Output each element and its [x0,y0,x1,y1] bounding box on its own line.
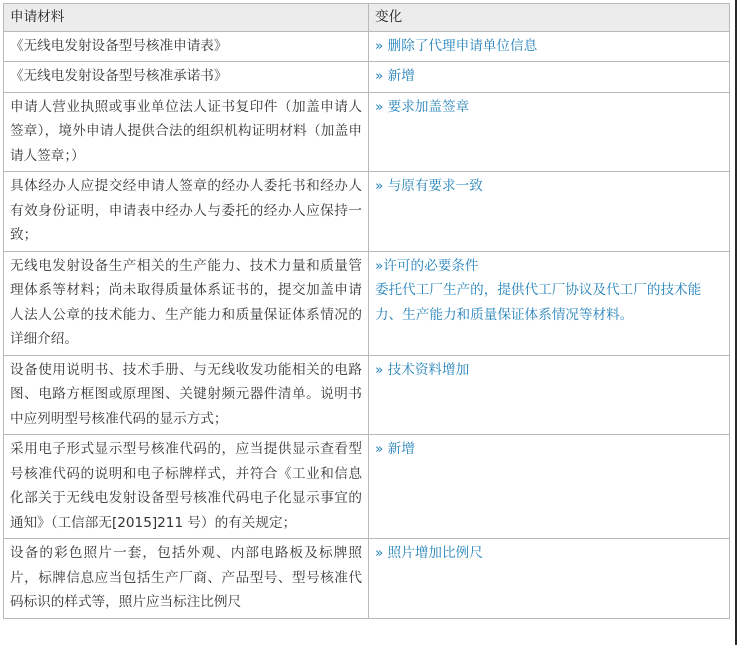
change-note: » 删除了代理申请单位信息 [375,37,538,54]
material-cell: 设备使用说明书、技术手册、与无线收发功能相关的电路图、电路方框图或原理图、关键射频元器件清单。说明书中应列明型号核准代码的显示方式； [4,355,369,435]
change-cell [369,435,730,539]
change-cell [369,31,730,62]
material-cell: 《无线电发射设备型号核准承诺书》 [4,62,369,93]
change-note: » 要求加盖签章 [375,98,470,115]
table-row [4,435,730,539]
material-cell: 《无线电发射设备型号核准申请表》 [4,31,369,62]
table-row [4,355,730,435]
change-cell [369,355,730,435]
change-note: » 照片增加比例尺 [375,545,483,561]
change-cell [369,539,730,619]
change-cell [369,62,730,93]
change-cell [369,92,730,172]
table-row [4,251,730,355]
change-note: » 新增 [375,68,415,84]
material-cell: 申请人营业执照或事业单位法人证书复印件（加盖申请人签章），境外申请人提供合法的组织机构证明材料（加盖申请人签章；） [4,92,369,172]
material-cell: 无线电发射设备生产相关的生产能力、技术力量和质量管理体系等材料；尚未取得质量体系证书的，提交加盖申请人法人公章的技术能力、生产能力和质量保证体系情况的详细介绍。 [4,251,369,355]
table-row [4,62,730,93]
material-cell: 设备的彩色照片一套，包括外观、内部电路板及标牌照片，标牌信息应当包括生产厂商、产品型号、型号核准代码标识的样式等，照片应当标注比例尺 [4,539,369,619]
header-material: 申请材料 [4,4,369,32]
change-note: » 与原有要求一致 [375,178,483,194]
material-cell: 采用电子形式显示型号核准代码的，应当提供显示查看型号核准代码的说明和电子标牌样式，并符合《工业和信息化部关于无线电发射设备型号核准代码电子化显示事宜的通知》（工信部无[2015]211 号）的有关规定； [4,435,369,539]
change-note-detail: 委托代工厂生产的，提供代工厂协议及代工厂的技术能力、生产能力和质量保证体系情况等材料。 [375,282,702,323]
change-note: » 技术资料增加 [375,361,470,378]
change-cell [369,172,730,252]
table-row [4,92,730,172]
change-note: » 新增 [375,441,415,457]
change-cell [369,251,730,355]
requirements-comparison-table [3,3,730,619]
header-change: 变化 [369,4,730,32]
table-row [4,31,730,62]
change-note: »许可的必要条件 [375,257,479,274]
table-row [4,539,730,619]
page-edge-divider [735,0,737,645]
requirements-table-container [3,3,729,619]
table-header-row [4,4,730,32]
table-row [4,172,730,252]
material-cell: 具体经办人应提交经申请人签章的经办人委托书和经办人有效身份证明，申请表中经办人与委托的经办人应保持一致； [4,172,369,252]
